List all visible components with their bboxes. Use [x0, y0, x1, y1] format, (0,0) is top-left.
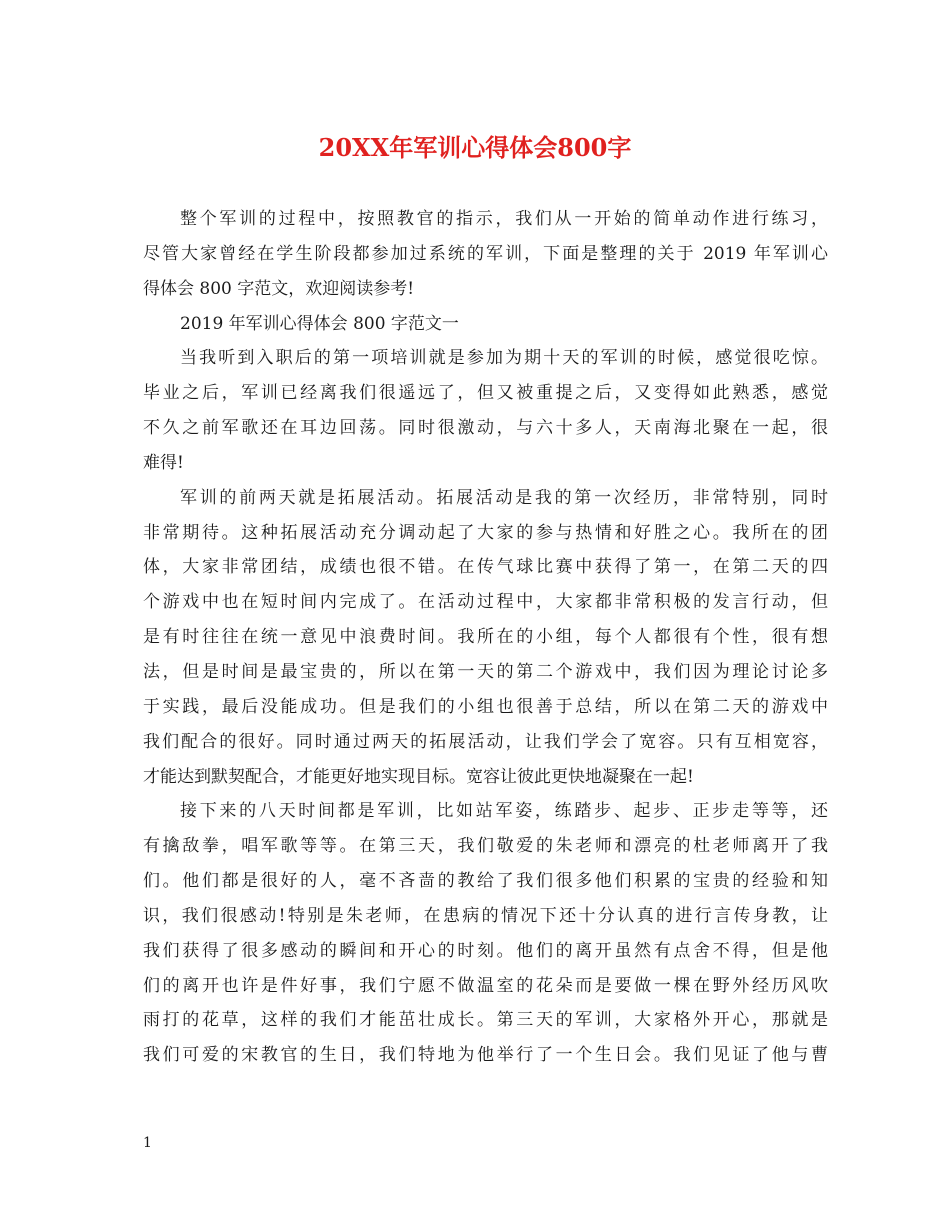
text-line: 毕业之后，军训已经离我们很遥远了，但又被重提之后，又变得如此熟悉，感觉 [143, 383, 828, 404]
text-line: 是有时往往在统一意见中浪费时间。我所在的小组，每个人都很有个性，很有想 [143, 627, 828, 648]
text-line: 当我听到入职后的第一项培训就是参加为期十天的军训的时候，感觉很吃惊。 [180, 348, 828, 369]
document-title: 20XX年军训心得体会800字 [318, 133, 632, 162]
text-line: 才能达到默契配合，才能更好地实现目标。宽容让彼此更快地凝聚在一起! [143, 766, 694, 787]
text-line: 尽管大家曾经在学生阶段都参加过系统的军训，下面是整理的关于 2019 年军训心 [143, 243, 828, 264]
text-line: 识，我们很感动!特别是朱老师，在患病的情况下还十分认真的进行言传身教，让 [143, 905, 828, 926]
text-line: 非常期待。这种拓展活动充分调动起了大家的参与热情和好胜之心。我所在的团 [143, 522, 828, 543]
text-line: 个游戏中也在短时间内完成了。在活动过程中，大家都非常积极的发言行动，但 [143, 592, 828, 613]
page-number: 1 [143, 1135, 152, 1151]
text-line: 体，大家非常团结，成绩也很不错。在传气球比赛中获得了第一，在第二天的四 [143, 557, 828, 578]
text-line: 们。他们都是很好的人，毫不吝啬的教给了我们很多他们积累的宝贵的经验和知 [143, 871, 828, 892]
document-body [143, 202, 828, 1073]
text-line: 军训的前两天就是拓展活动。拓展活动是我的第一次经历，非常特别，同时 [180, 487, 828, 508]
section-heading: 2019 年军训心得体会 800 字范文一 [180, 313, 459, 334]
text-line: 不久之前军歌还在耳边回荡。同时很激动，与六十多人，天南海北聚在一起，很 [143, 418, 828, 439]
text-line: 雨打的花草，这样的我们才能茁壮成长。第三天的军训，大家格外开心，那就是 [143, 1010, 828, 1031]
text-line: 法，但是时间是最宝贵的，所以在第一天的第二个游戏中，我们因为理论讨论多 [143, 661, 828, 682]
text-line: 们的离开也许是件好事，我们宁愿不做温室的花朵而是要做一棵在野外经历风吹 [143, 975, 828, 996]
text-line: 接下来的八天时间都是军训，比如站军姿，练踏步、起步、正步走等等，还 [180, 801, 828, 822]
text-line: 难得! [143, 452, 184, 473]
text-line: 我们可爱的宋教官的生日，我们特地为他举行了一个生日会。我们见证了他与曹 [143, 1045, 828, 1066]
text-line: 我们获得了很多感动的瞬间和开心的时刻。他们的离开虽然有点舍不得，但是他 [143, 940, 828, 961]
text-line: 得体会 800 字范文，欢迎阅读参考! [143, 278, 415, 299]
text-line: 于实践，最后没能成功。但是我们的小组也很善于总结，所以在第二天的游戏中 [143, 696, 828, 717]
text-line: 我们配合的很好。同时通过两天的拓展活动，让我们学会了宽容。只有互相宽容， [143, 731, 828, 752]
text-line: 有擒敌拳，唱军歌等等。在第三天，我们敬爱的朱老师和漂亮的杜老师离开了我 [143, 836, 828, 857]
text-line: 整个军训的过程中，按照教官的指示，我们从一开始的简单动作进行练习， [180, 209, 828, 229]
